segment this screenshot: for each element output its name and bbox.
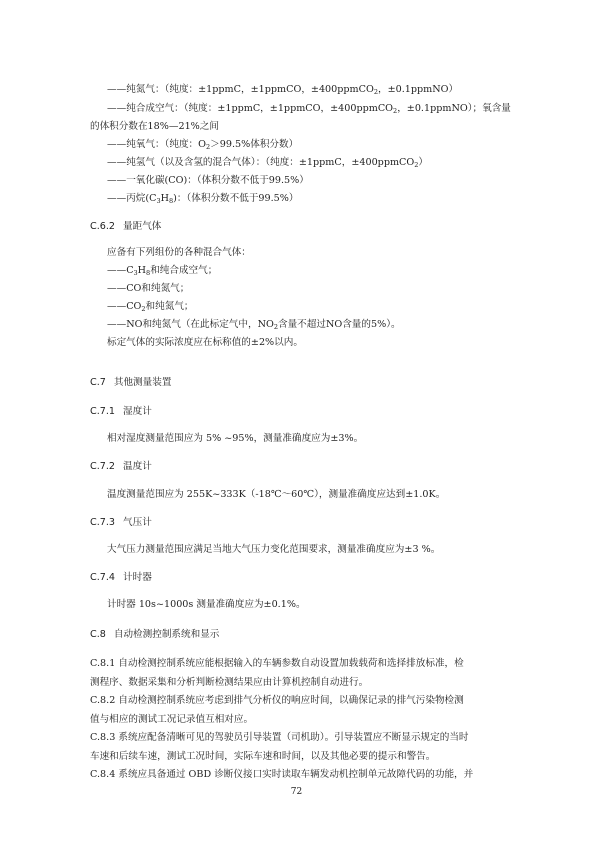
clause-c8-2-line-2: 值与相应的测试工况记录值互相对应。 — [90, 714, 254, 725]
timer-spec: 计时器 10s~1000s 测量准确度应为±0.1%。 — [107, 599, 306, 610]
clause-c8-4-line-1: C.8.4 系统应具备通过 OBD 诊断仪接口实时读取车辆发动机控制单元故障代码的功能，并 — [90, 769, 474, 780]
clause-c8-2-line-1: C.8.2 自动检测控制系统应考虑到排气分析仪的响应时间，以确保记录的排气污染物检测 — [90, 695, 464, 706]
gas-item-propane: ——丙烷$(C_3H_8)$：（体积分数不低于99.5%） — [107, 193, 299, 205]
section-heading-c7-2: C.7.2 温度计 — [90, 461, 152, 472]
span-gas-item-co: ——CO和纯氮气； — [107, 283, 190, 294]
thermometer-spec: 温度测量范围应为 255K~333K（-18℃～60℃），测量准确度应达到±1.0K。 — [107, 489, 446, 500]
barometer-spec: 大气压力测量范围应满足当地大气压力变化范围要求，测量准确度应为±3 %。 — [107, 544, 441, 555]
gas-item-synthetic-air: ——纯合成空气：（纯度：±1ppmC，±1ppmCO，±400ppmCO$_2$，±0.1ppmNO）；氧含量 — [107, 103, 511, 115]
span-gas-item-no: ——NO和纯氮气（在此标定气中，$NO_2$含量不超过NO含量的5%）。 — [107, 319, 401, 331]
span-gas-item-propane-air: $——C_3H_8$和纯合成空气； — [107, 265, 218, 277]
section-heading-c7: C.7 其他测量装置 — [90, 377, 172, 388]
section-heading-c6-2: C.6.2 量距气体 — [90, 221, 162, 232]
gas-item-hydrogen: ——纯氢气（以及含氢的混合气体）：（纯度：±1ppmC，±400ppmCO$_2$） — [107, 157, 428, 169]
clause-c8-1-line-2: 测程序、数据采集和分析判断检测结果应由计算机控制自动进行。 — [90, 677, 369, 688]
section-heading-c7-4: C.7.4 计时器 — [90, 572, 152, 583]
section-heading-c7-3: C.7.3 气压计 — [90, 517, 152, 528]
span-gas-intro: 应备有下列组份的各种混合气体： — [107, 247, 251, 258]
hygrometer-spec: 相对湿度测量范围应为 5% ~95%，测量准确度应为±3%。 — [107, 433, 364, 444]
gas-item-nitrogen: ——纯氮气：（纯度：±1ppmC，±1ppmCO，±400ppmCO$_2$，±0.1ppmNO） — [107, 84, 459, 96]
gas-item-carbon-monoxide: ——一氧化碳(CO)：（体积分数不低于99.5%） — [107, 175, 309, 186]
clause-c8-1-line-1: C.8.1 自动检测控制系统应能根据输入的车辆参数自动设置加载载荷和选择排放标准，检 — [90, 658, 464, 669]
gas-item-synthetic-air-cont: 的体积分数在18%—21%之间 — [90, 121, 219, 132]
page-number: 72 — [290, 787, 303, 797]
section-heading-c7-1: C.7.1 湿度计 — [90, 406, 152, 417]
clause-c8-3-line-2: 车速和后续车速，测试工况时间，实际车速和时间，以及其他必要的提示和警告。 — [90, 751, 436, 762]
span-gas-note: 标定气体的实际浓度应在标称值的±2%以内。 — [107, 337, 303, 348]
span-gas-item-co2: $——CO_2$和纯氮气； — [107, 301, 194, 313]
clause-c8-3-line-1: C.8.3 系统应配备清晰可见的驾驶员引导装置（司机助）。引导装置应不断显示规定的当时 — [90, 732, 469, 743]
gas-item-oxygen: ——纯氧气：（纯度：$O_2>99.5\%$体积分数） — [107, 139, 299, 151]
section-heading-c8: C.8 自动检测控制系统和显示 — [90, 629, 220, 640]
